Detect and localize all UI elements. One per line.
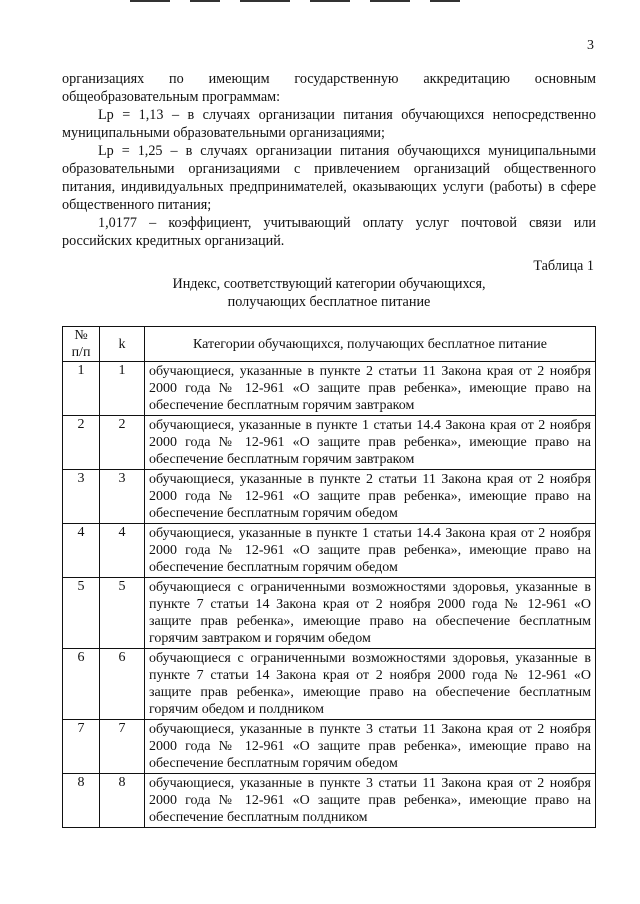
row-category: обучающиеся, указанные в пункте 3 статьи 11 Закона края от 2 ноября 2000 года № 12-961 «О защите прав ребенка», имеющие право на обеспечение бесплатным полдником xyxy=(145,774,596,828)
row-category: обучающиеся, указанные в пункте 2 статьи 11 Закона края от 2 ноября 2000 года № 12-961 «О защите прав ребенка», имеющие право на обеспечение бесплатным горячим завтраком xyxy=(145,362,596,416)
table-row xyxy=(63,470,596,524)
top-scan-marks xyxy=(130,0,510,4)
row-number: 6 xyxy=(63,649,100,720)
coefficient: 1,0177 – коэффициент, учитывающий оплату услуг почтовой связи или российских кредитных организаций. xyxy=(62,215,596,249)
header-k: k xyxy=(100,327,145,362)
row-category: обучающиеся с ограниченными возможностями здоровья, указанные в пункте 7 статьи 14 Закона края от 2 ноября 2000 года № 12-961 «О защите прав ребенка», имеющие право на обеспечение бесплатным горячим обедом и полдником xyxy=(145,649,596,720)
intro-text xyxy=(62,70,596,250)
table-row xyxy=(63,720,596,774)
row-number: 4 xyxy=(63,524,100,578)
row-number: 2 xyxy=(63,416,100,470)
table-title xyxy=(62,275,596,311)
row-number: 7 xyxy=(63,720,100,774)
row-k: 7 xyxy=(100,720,145,774)
row-number: 5 xyxy=(63,578,100,649)
row-category: обучающиеся, указанные в пункте 3 статьи 11 Закона края от 2 ноября 2000 года № 12-961 «О защите прав ребенка», имеющие право на обеспечение бесплатным горячим обедом xyxy=(145,720,596,774)
lp-2: Lp = 1,25 – в случаях организации питания обучающихся муниципальными образовательными организациями с привлечением организаций общественного питания, индивидуальных предпринимателей, оказывающих услуги (работы) в сфере общественного питания; xyxy=(62,143,596,213)
row-number: 1 xyxy=(63,362,100,416)
table-row xyxy=(63,649,596,720)
row-category: обучающиеся, указанные в пункте 1 статьи 14.4 Закона края от 2 ноября 2000 года № 12-961 «О защите прав ребенка», имеющие право на обеспечение бесплатным горячим обедом xyxy=(145,524,596,578)
row-category: обучающиеся, указанные в пункте 1 статьи 14.4 Закона края от 2 ноября 2000 года № 12-961 «О защите прав ребенка», имеющие право на обеспечение бесплатным горячим завтраком xyxy=(145,416,596,470)
table-title-line-1: Индекс, соответствующий категории обучающихся, xyxy=(172,276,486,292)
page-number: 3 xyxy=(587,38,594,53)
row-number: 8 xyxy=(63,774,100,828)
table-row xyxy=(63,774,596,828)
row-category: обучающиеся с ограниченными возможностями здоровья, указанные в пункте 7 статьи 14 Закона края от 2 ноября 2000 года № 12-961 «О защите прав ребенка», имеющие право на обеспечение бесплатным горячим завтраком и горячим обедом xyxy=(145,578,596,649)
row-k: 5 xyxy=(100,578,145,649)
table-row xyxy=(63,524,596,578)
intro-line: организациях по имеющим государственную аккредитацию основным общеобразовательным программам: xyxy=(62,71,596,105)
header-number: № п/п xyxy=(63,327,100,362)
row-k: 6 xyxy=(100,649,145,720)
row-k: 8 xyxy=(100,774,145,828)
categories-table xyxy=(62,326,596,828)
header-category: Категории обучающихся, получающих бесплатное питание xyxy=(145,327,596,362)
row-k: 1 xyxy=(100,362,145,416)
row-k: 4 xyxy=(100,524,145,578)
table-row xyxy=(63,416,596,470)
row-category: обучающиеся, указанные в пункте 2 статьи 11 Закона края от 2 ноября 2000 года № 12-961 «О защите прав ребенка», имеющие право на обеспечение бесплатным горячим обедом xyxy=(145,470,596,524)
lp-1: Lp = 1,13 – в случаях организации питания обучающихся непосредственно муниципальными образовательными организациями; xyxy=(62,107,596,141)
row-k: 3 xyxy=(100,470,145,524)
row-number: 3 xyxy=(63,470,100,524)
table-title-line-2: получающих бесплатное питание xyxy=(227,294,431,310)
table-row xyxy=(63,578,596,649)
table-row xyxy=(63,362,596,416)
row-k: 2 xyxy=(100,416,145,470)
table-label: Таблица 1 xyxy=(533,258,594,274)
